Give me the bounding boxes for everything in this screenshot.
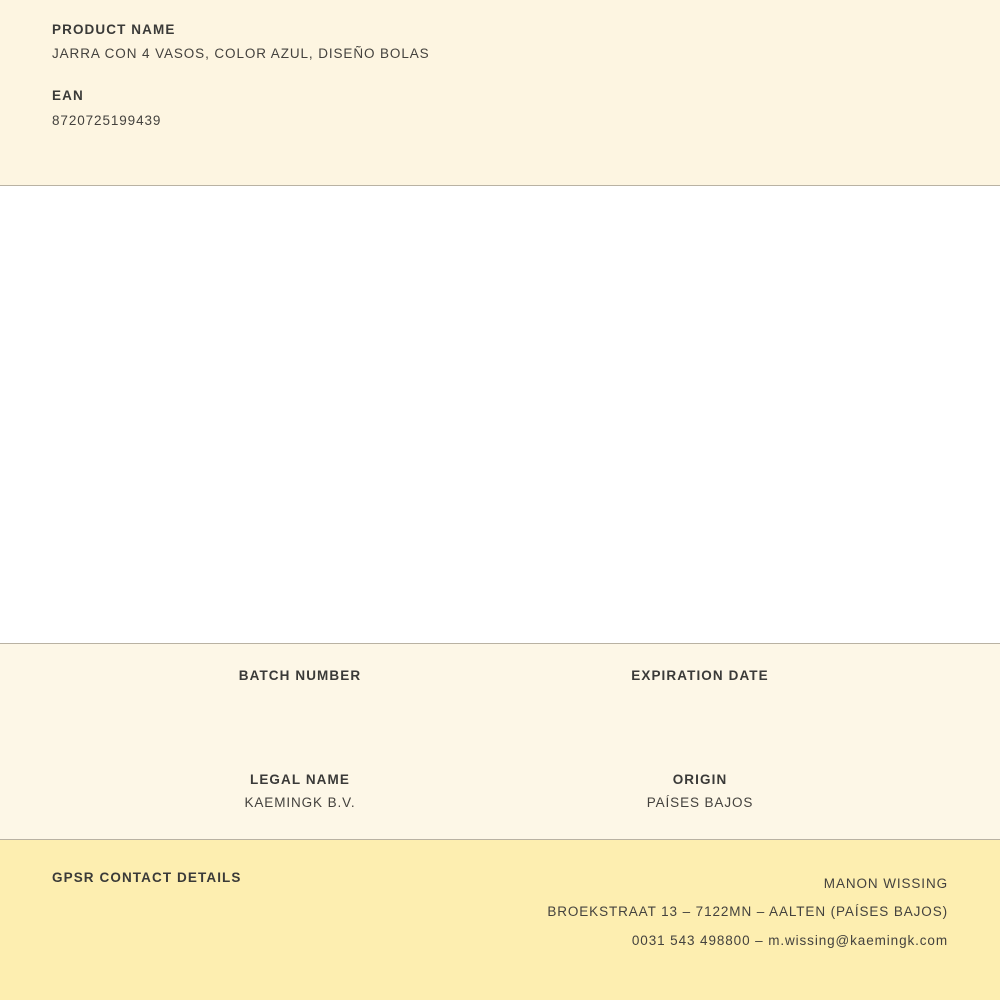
ean-value: 8720725199439 <box>52 112 162 128</box>
batch-number-value <box>100 691 500 708</box>
gpsr-contact-name: MANON WISSING <box>823 876 948 891</box>
legal-name-label: LEGAL NAME <box>249 771 350 787</box>
batch-number-label: BATCH NUMBER <box>238 668 362 683</box>
origin-value: PAÍSES BAJOS <box>646 794 754 810</box>
gpsr-contact-details <box>547 870 948 955</box>
product-image-area <box>0 186 1000 644</box>
product-header-block <box>0 0 1000 186</box>
expiration-date-label: EXPIRATION DATE <box>631 668 769 683</box>
product-details-block <box>0 644 1000 840</box>
origin-field <box>500 772 900 812</box>
product-name-label: PRODUCT NAME <box>52 22 176 37</box>
product-name-field <box>52 22 948 62</box>
ean-label: EAN <box>52 88 84 104</box>
details-row <box>0 772 1000 812</box>
ean-field <box>52 88 948 128</box>
gpsr-contact-address: BROEKSTRAAT 13 – 7122MN – AALTEN (PAÍSES BAJOS) <box>547 904 948 920</box>
gpsr-contact-title: GPSR CONTACT DETAILS <box>52 870 242 885</box>
origin-label: ORIGIN <box>672 771 728 787</box>
gpsr-contact-block <box>0 840 1000 1000</box>
legal-name-value: KAEMINGK B.V. <box>244 794 356 810</box>
legal-name-field <box>100 772 500 812</box>
expiration-date-value <box>500 691 900 708</box>
details-row <box>0 668 1000 708</box>
gpsr-contact-phone-email: 0031 543 498800 – m.wissing@kaemingk.com <box>631 932 948 948</box>
batch-number-field <box>100 668 500 708</box>
product-name-value: JARRA CON 4 VASOS, COLOR AZUL, DISEÑO BOLAS <box>52 46 430 62</box>
expiration-date-field <box>500 668 900 708</box>
